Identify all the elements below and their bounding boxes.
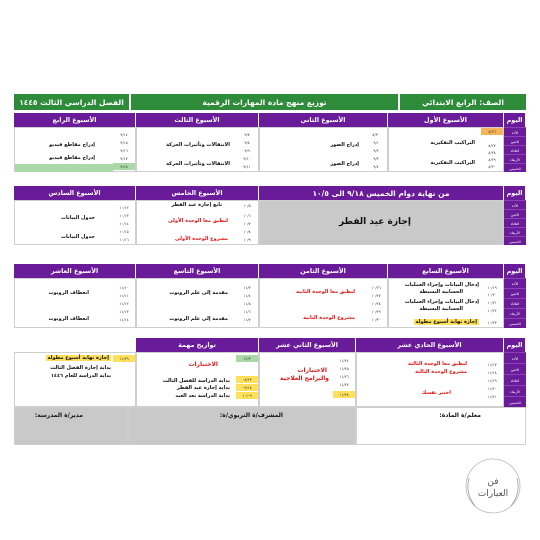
dates-header: تواريخ مهمة [136,338,259,352]
lesson: بداية إجازة الفصل الثالث [50,365,111,371]
date: ١٠/٢٧ [371,293,381,298]
date: ١١/٧ [243,317,251,322]
day-thu: الخميس [504,396,526,408]
lesson: لنطبق معا الوحدة الثالثة [408,361,467,367]
lesson: اختبر نفسك [421,390,451,396]
date: ٩/٩ [244,148,250,153]
lesson: التراكيب التفكيرية [430,160,475,166]
date: ٩/١٤ [120,132,128,137]
logo-line1: فن [487,477,499,487]
lesson: جدول البيانات [60,234,95,240]
date: ١١/٣ [243,285,251,290]
holiday-banner: من نهاية دوام الخميس ٩/١٨ الى ١٠/٥ [259,186,504,200]
term-cell: الفصل الدراسي الثالث ١٤٤٥ [14,94,129,110]
date: ١١/٢٥ [339,366,349,371]
day-header: اليوم [504,113,526,127]
lesson: الانتقالات وتأثيرات الحركة [166,161,230,167]
date: ١١/٢٧ [339,382,349,387]
lesson: لنطبق معا الوحدة الثانية [296,289,355,295]
lesson: الاختبارات [188,361,218,368]
week-2-cell [259,127,388,172]
week-7-cell [388,278,504,328]
week-8-cell [259,278,388,328]
date: ١١/٦ [243,309,251,314]
lesson-highlight: إجازة نهاية أسبوع مطولة [415,319,477,325]
lesson: إدراج مقاطع فيديو [49,142,95,148]
day-wed: الأربعاء [504,154,526,164]
day-mon: الاثنين [504,288,526,299]
date: ١١/٢٩ [113,355,135,362]
date: ٠٨/٢٣ [236,376,258,383]
date: ٨/٣٠ [488,164,496,169]
date: ١١/٢١ [487,394,497,399]
week-11-cell [356,352,504,407]
date: ١٠/٢٣ [487,320,497,325]
dates-cell [136,352,259,407]
week-5-cell [136,200,259,245]
important-dates-cell [14,352,136,407]
date: ١٢/٣ [236,355,258,362]
date: ٨/٢٧ [488,143,496,148]
date: ٩/١١ [243,164,251,169]
lesson: مقدمة إلى علم الروبوت [169,316,228,322]
date: ٩/١٧ [120,156,128,161]
footer-teacher-cell [356,407,526,445]
day-wed: الأربعاء [504,227,526,237]
date: ٩/١ [373,140,379,145]
week-12-header: الأسبوع الثاني عشر [259,338,356,352]
date: ١١/٢٠ [487,386,497,391]
lesson: الحسابية البسيطة [419,289,463,295]
date: ٩/١٥ [120,140,128,145]
date: ٩/٢ [373,148,379,153]
date: ٨/٣٠ [372,132,380,137]
date: ٩/٨ [244,140,250,145]
date: ١٠/٨ [243,229,251,234]
lesson: مشروع الوحدة الثانية [303,315,355,321]
week-12-cell [259,352,356,407]
date: ٩/٤ [373,164,379,169]
lesson: إدراج الصور [330,142,359,148]
week-4-header: الأسبوع الرابع [14,113,136,127]
date: ٩/١٦ [120,148,128,153]
days-column [504,127,526,172]
week-4-cell [14,127,136,172]
wreath-icon [455,448,531,524]
date: ١١/٢٤ [339,358,349,363]
lesson: بداية إجازة عيد الفطر [176,385,230,391]
date: ١٠/١٥ [119,229,129,234]
date: ١٠/١٤ [119,221,129,226]
lesson: إدراج مقاطع فيديو [49,155,95,161]
date: ١٠/٢٩ [371,309,381,314]
week-9-cell [136,278,259,328]
lesson-highlight: إجازة نهاية أسبوع مطولة [47,355,109,361]
date: ١٠/١٣ [119,213,129,218]
week-10-cell [14,278,136,328]
lesson: التراكيب التفكيرية [430,140,475,146]
date: ١٠/٩ [243,237,251,242]
date: ١١/١٠ [119,285,129,290]
date: ٨/٢٨ [488,150,496,155]
date: ٨/٢٩ [488,157,496,162]
lesson: انعطاف الروبوت [48,290,89,296]
week-6-header: الأسبوع السادس [14,186,136,200]
date: ١٠/١٢ [119,205,129,210]
grade-cell: الصف: الرابع الابتدائي [400,94,526,110]
day-tue: الثلاثاء [504,298,526,309]
day-sun: الأحد [504,200,526,210]
supervisor-label: المشرف/ة التربوي/ة: [219,412,283,419]
date: ١١/١٤ [119,317,129,322]
date: ١٠/٢٨ [371,301,381,306]
lesson: والبرامج العلاجية [279,375,329,382]
teacher-label: معلم/ة المادة: [439,412,481,419]
logo-line2: العبارات [477,489,509,499]
date: ١١/١٧ [487,362,497,367]
day-sun: الأحد [504,127,526,137]
date: ١١/٥ [243,301,251,306]
day-mon: الاثنين [504,363,526,375]
lesson: جدول البيانات [60,215,95,221]
day-mon: الاثنين [504,209,526,219]
lesson: الحسابية البسيطة [419,306,463,312]
date: ١١/١٨ [487,370,497,375]
date: ١٠/١٩ [487,285,497,290]
day-sun: الأحد [504,278,526,289]
date: ١٠/٠٩ [236,392,258,399]
footer-supervisor-cell [128,407,356,445]
date: ١١/١١ [119,293,129,298]
holiday-cell [259,200,504,245]
footer-principal-cell [14,407,128,445]
week-11-header: الأسبوع الحادي عشر [356,338,504,352]
week-1-header: الأسبوع الأول [388,113,504,127]
date: ١٠/٢١ [487,300,497,305]
day-tue: الثلاثاء [504,374,526,386]
day-thu: الخميس [504,236,526,246]
date: ١٠/٣٠ [371,317,381,322]
date: ١١/٢٨ [333,391,355,398]
day-tue: الثلاثاء [504,218,526,228]
lesson: مقدمة إلى علم الروبوت [169,290,228,296]
week-1-cell [388,127,504,172]
date: ٩/١٠ [243,156,251,161]
week-5-header: الأسبوع الخامس [136,186,259,200]
lesson: الانتقالات وتأثيرات الحركة [166,142,230,148]
date: ٨/٢٦ [481,128,503,135]
days-column [504,278,526,328]
lesson: إدخال البيانات وإجراء العمليات [404,282,479,288]
day-header: اليوم [504,338,526,352]
day-header: اليوم [504,186,526,200]
day-thu: الخميس [504,318,526,329]
day-tue: الثلاثاء [504,145,526,155]
lesson: بداية الدراسة للفصل الثالث [162,378,230,384]
days-column [504,200,526,245]
date: ١٠/٢٦ [371,285,381,290]
week-8-header: الأسبوع الثامن [259,264,388,278]
lesson: بداية الدراسة للعام ١٤٤٦ [50,373,111,379]
date: ٩/٧ [244,132,250,137]
date: ٠٩/١٨ [236,384,258,391]
day-wed: الأربعاء [504,308,526,319]
lesson: مشروع الوحدة الأولى [175,236,228,242]
date: ١٠/١٦ [119,237,129,242]
schedule-sheet [14,94,526,448]
lesson: تابع إجازة عيد الفطر [171,202,222,208]
date: ١١/٤ [243,293,251,298]
lesson: مشروع الوحدة الثالثة [415,369,467,375]
week-2-header: الأسبوع الثاني [259,113,388,127]
date: ١١/١٣ [119,309,129,314]
date: ١١/١٩ [487,378,497,383]
date: ١١/٢٦ [339,374,349,379]
title-cell: توزيع منهج مادة المهارات الرقمية [131,94,398,110]
brand-logo [455,448,531,524]
day-mon: الاثنين [504,136,526,146]
week-9-header: الأسبوع التاسع [136,264,259,278]
lesson: إدخال البيانات وإجراء العمليات [404,299,479,305]
day-header: اليوم [504,264,526,278]
lesson: انعطاف الروبوت [48,316,89,322]
empty-header [14,338,136,352]
highlight-bar [15,164,113,172]
day-sun: الأحد [504,352,526,364]
days-column [504,352,526,407]
week-10-header: الأسبوع العاشر [14,264,136,278]
lesson: بداية الدراسة بعد العيد [175,393,230,399]
week-6-cell [14,200,136,245]
date: ١٠/٦ [243,213,251,218]
date: ١٠/٢٠ [487,292,497,297]
holiday-name: إجازة عيد الفطر [338,217,411,227]
week-3-cell [136,127,259,172]
principal-label: مدير/ة المدرسة: [34,412,83,419]
week-3-header: الأسبوع الثالث [136,113,259,127]
lesson: لنطبق معا الوحدة الأولى [167,218,228,224]
date: ١٠/٧ [243,221,251,226]
day-thu: الخميس [504,163,526,173]
lesson: إدراج الصور [330,161,359,167]
date: ١٠/٥ [243,203,251,208]
date: ٩/١٨ [113,163,135,170]
date: ٩/٣ [373,156,379,161]
week-7-header: الأسبوع السابع [388,264,504,278]
lesson: الاختبارات [297,367,327,374]
day-wed: الأربعاء [504,385,526,397]
date: ١٠/٢٢ [487,308,497,313]
date: ١١/١٢ [119,301,129,306]
